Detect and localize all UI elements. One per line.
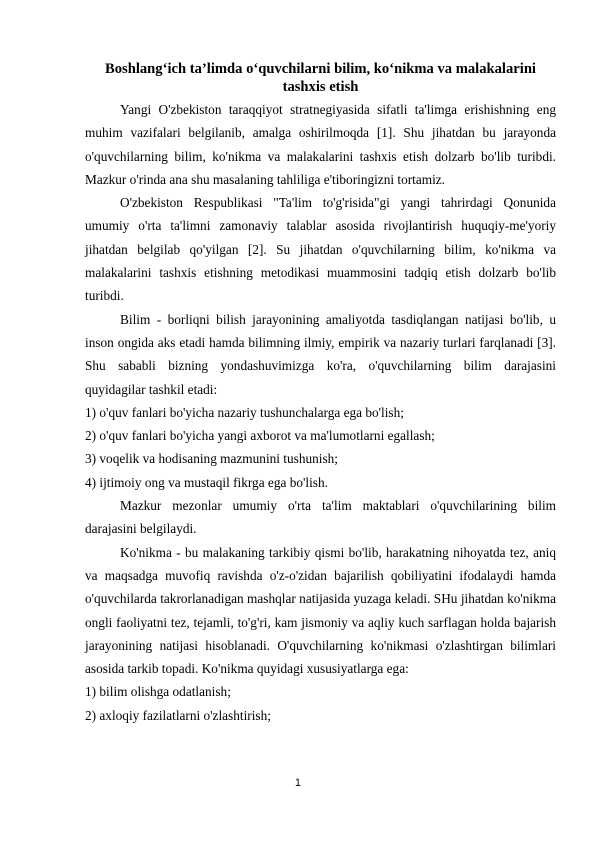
paragraph: Bilim - borliqni bilish jarayonining amaliyotda tasdiqlangan natijasi bo'lib, u inson ongida aks etadi hamda bilimning ilmiy, empirik va nazariy turlari farqlanadi [3]. Shu sababli bizning yondashuvimizga ko'ra, o'quvchilarning bilim darajasini quyidagilar tashkil etadi: (85, 311, 556, 397)
list-item: 1) bilim olishga odatlanish; (85, 684, 231, 700)
paragraph: Yangi O'zbekiston taraqqiyot stratnegiyasida sifatli ta'limga erishishning eng muhim vazifalari belgilanib, amalga oshirilmoqda [1]. Shu jihatdan bu jarayonda o'quvchilarning bilim, ko'nikma va malakalarini tashxis etish dolzarb bo'lib turibdi. Mazkur o'rinda ana shu masalaning tahliliga e'tiboringizni tortamiz. (85, 102, 556, 187)
document-body (85, 60, 556, 727)
list-item: 2) axloqiy fazilatlarni o'zlashtirish; (85, 707, 271, 723)
list-item: 2) o'quv fanlari bo'yicha yangi axborot va ma'lumotlarni egallash; (85, 428, 435, 444)
list-item: 4) ijtimoiy ong va mustaqil fikrga ega bo'lish. (85, 474, 328, 490)
document-title: Boshlang‘ich ta’limda o‘quvchilarni bilim, ko‘nikma va malakalarini tashxis etish (105, 61, 536, 95)
paragraph: O'zbekiston Respublikasi "Ta'lim to'g'risida"gi yangi tahrirdagi Qonunida umumiy o'rta ta'limni zamonaviy talablar asosida rivojlantirish huquqiy-me'yoriy jihatdan belgilab qo'yilgan [2]. Su jihatdan o'quvchilarning bilim, ko'nikma va malakalarini tashxis etishning metodikasi muammosini tadqiq etish dolzarb bo'lib turibdi. (85, 195, 556, 304)
list-item: 1) o'quv fanlari bo'yicha nazariy tushunchalarga ega bo'lish; (85, 404, 404, 420)
list-item: 3) voqelik va hodisaning mazmunini tushunish; (85, 451, 338, 467)
page-number: 1 (295, 777, 301, 789)
paragraph: Ko'nikma - bu malakaning tarkibiy qismi bo'lib, harakatning nihoyatda tez, aniq va maqsadga muvofiq ravishda o'z-o'zidan bajarilish qobiliyatini ifodalaydi hamda o'quvchilarda takrorlanadigan mashqlar natijasida yuzaga keladi. SHu jihatdan ko'nikma ongli faoliyatni tez, tejamli, to'g'ri, kam jismoniy va aqliy kuch sarflagan holda bajarish jarayonining natijasi hisoblanadi. O'quvchilarning ko'nikmasi o'zlashtirgan bilimlari asosida tarkib topadi. Ko'nikma quyidagi xususiyatlarga ega: (85, 544, 556, 677)
paragraph: Mazkur mezonlar umumiy o'rta ta'lim maktablari o'quvchilarining bilim darajasini belgilaydi. (85, 498, 556, 537)
